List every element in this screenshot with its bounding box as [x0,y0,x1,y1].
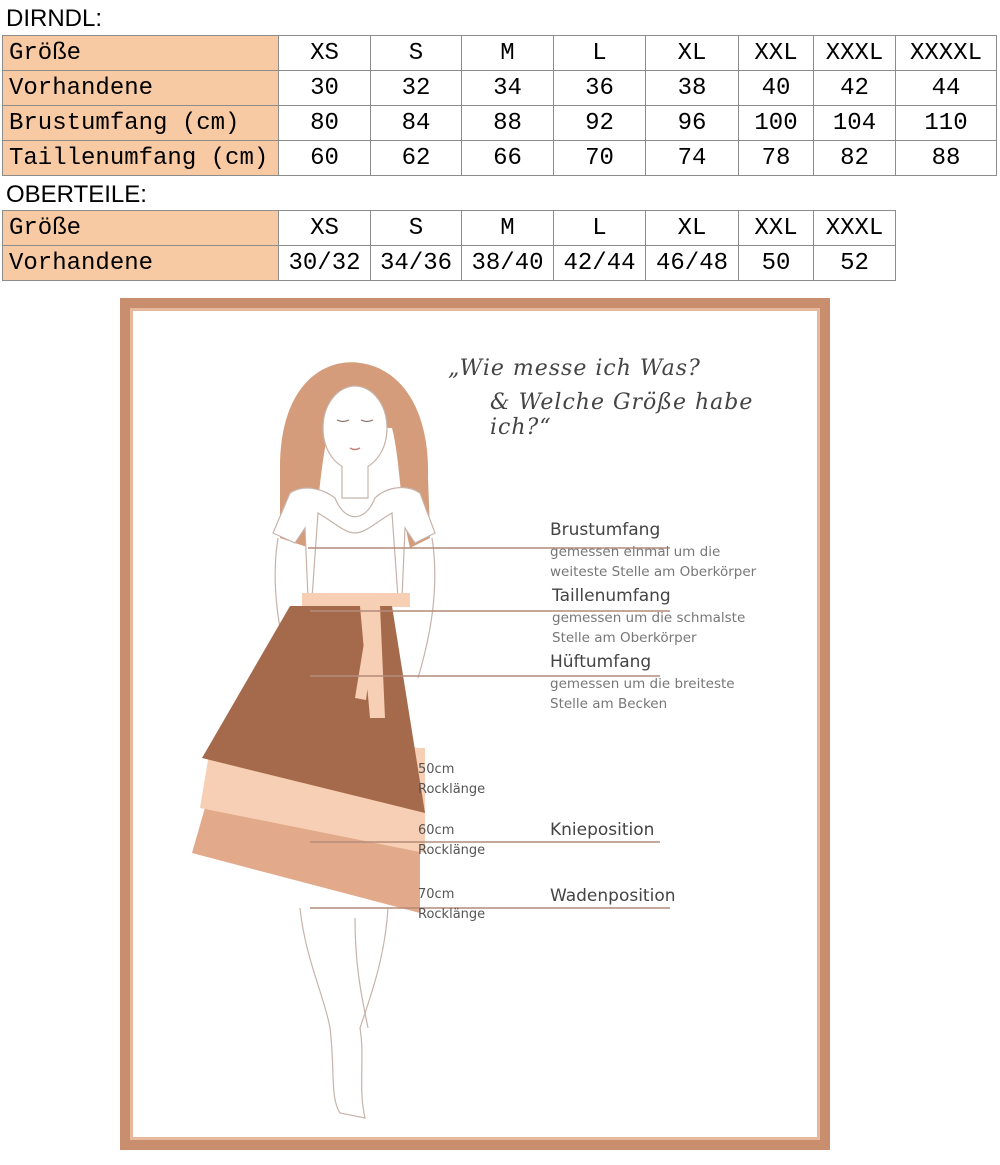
dirndl-table-cell: 38 [646,71,739,106]
waist-label-desc1: gemessen um die schmalste [552,610,746,626]
dirndl-table-cell: L [554,36,646,71]
measurement-guide-frame [120,298,830,1150]
dirndl-table-cell: 110 [896,106,997,141]
dirndl-section-title: DIRNDL: [6,5,103,32]
skirt-70cm-length: 70cm [418,887,455,902]
dirndl-table-cell: 66 [462,141,554,176]
legs-shape [300,908,388,1118]
hip-label-desc2: Stelle am Becken [550,696,668,712]
oberteile-table-cell: 30/32 [279,246,371,281]
dirndl-table-cell: 36 [554,71,646,106]
bust-label-title: Brustumfang [550,520,661,540]
oberteile-row-label: Vorhandene [3,246,279,281]
oberteile-table-cell: XS [279,211,371,246]
oberteile-table-row [3,246,896,281]
dirndl-table-cell: 40 [739,71,814,106]
dirndl-table-cell: XL [646,36,739,71]
oberteile-table-cell: 34/36 [371,246,462,281]
oberteile-table-cell: 38/40 [462,246,554,281]
oberteile-table-cell: XL [646,211,739,246]
dirndl-table-cell: 62 [371,141,462,176]
dirndl-table-cell: 80 [279,106,371,141]
bust-label-desc1: gemessen einmal um die [550,544,721,560]
oberteile-table-cell: 46/48 [646,246,739,281]
skirt-60cm-length: 60cm [418,823,455,838]
dirndl-table-cell: 60 [279,141,371,176]
oberteile-table-cell: M [462,211,554,246]
hip-label-title: Hüftumfang [550,652,652,672]
dirndl-table-cell: 42 [814,71,896,106]
dirndl-table-cell: 96 [646,106,739,141]
face-shape [323,386,387,470]
oberteile-table-cell: 50 [739,246,814,281]
oberteile-table-body [3,211,896,281]
oberteile-size-table [2,210,896,281]
dirndl-size-table [2,35,997,176]
waist-label-desc2: Stelle am Oberkörper [552,630,697,646]
skirt-50cm-word: Rocklänge [418,782,486,797]
dirndl-table-body [3,36,997,176]
dirndl-table-row [3,71,997,106]
dirndl-table-cell: 82 [814,141,896,176]
dirndl-table-cell: 34 [462,71,554,106]
oberteile-table-cell: XXL [739,211,814,246]
dirndl-row-label: Taillenumfang (cm) [3,141,279,176]
dirndl-table-cell: 88 [462,106,554,141]
dirndl-row-label: Brustumfang (cm) [3,106,279,141]
oberteile-table-cell: L [554,211,646,246]
dirndl-table-cell: 44 [896,71,997,106]
skirt-60cm-word: Rocklänge [418,843,486,858]
oberteile-table-cell: S [371,211,462,246]
dirndl-table-cell: XXXL [814,36,896,71]
skirt-70cm-word: Rocklänge [418,907,486,922]
guide-heading-line1: „Wie messe ich Was? [448,356,701,381]
dirndl-table-cell: 84 [371,106,462,141]
dirndl-table-cell: 88 [896,141,997,176]
oberteile-table-cell: XXXL [814,211,896,246]
oberteile-table-cell: 42/44 [554,246,646,281]
dirndl-table-cell: 70 [554,141,646,176]
oberteile-table-row [3,211,896,246]
dirndl-table-row [3,106,997,141]
dirndl-table-cell: 104 [814,106,896,141]
dirndl-table-cell: 100 [739,106,814,141]
dirndl-table-cell: 32 [371,71,462,106]
bust-label-desc2: weiteste Stelle am Oberkörper [550,564,757,580]
calf-position-label: Wadenposition [550,886,676,906]
dirndl-table-cell: XXXXL [896,36,997,71]
dirndl-table-cell: S [371,36,462,71]
waist-label-title: Taillenumfang [552,586,671,606]
dirndl-table-cell: 30 [279,71,371,106]
dirndl-table-row [3,141,997,176]
dirndl-row-label: Vorhandene [3,71,279,106]
oberteile-section-title: OBERTEILE: [6,181,147,208]
dirndl-table-cell: M [462,36,554,71]
dirndl-table-cell: 78 [739,141,814,176]
knee-position-label: Knieposition [550,820,655,840]
dirndl-table-cell: XS [279,36,371,71]
dirndl-table-cell: 92 [554,106,646,141]
dirndl-table-cell: 74 [646,141,739,176]
dirndl-row-label: Größe [3,36,279,71]
oberteile-table-cell: 52 [814,246,896,281]
hip-label-desc1: gemessen um die breiteste [550,676,735,692]
guide-heading-line2: & Welche Größe habe ich?“ [490,390,754,440]
dirndl-table-row [3,36,997,71]
dirndl-table-cell: XXL [739,36,814,71]
skirt-50cm-length: 50cm [418,762,455,777]
oberteile-row-label: Größe [3,211,279,246]
